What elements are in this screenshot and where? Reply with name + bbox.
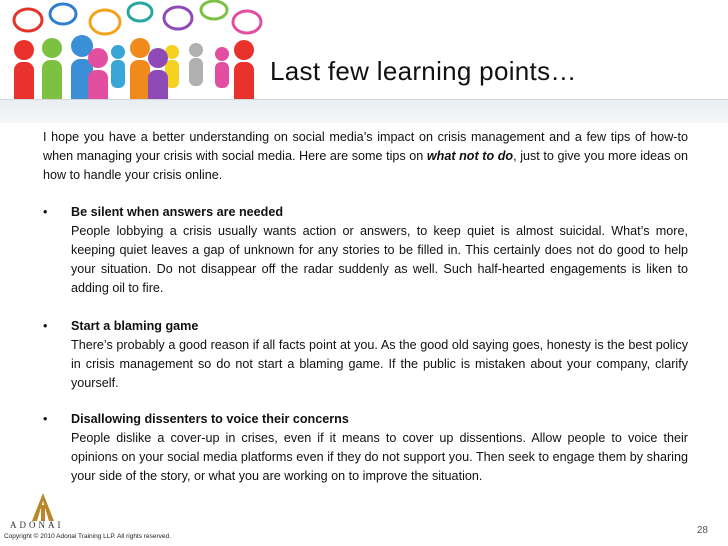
- point-body: People lobbying a crisis usually wants action or answers, to keep quiet is almost suicidal. What’s more, keeping quiet leaves a gap of unknown for any stories to be filled in. This certainly does not do good to help your situation. Do not disappear off the radar suddenly as well. Such half-hearted engagements is liken to adding oil to fire.: [71, 224, 688, 295]
- copyright-text: Copyright © 2010 Adonai Training LLP. All rights reserved.: [4, 533, 171, 540]
- intro-paragraph: [43, 128, 688, 185]
- point-body: People dislike a cover-up in crises, even if it means to cover up dissentions. Allow people to voice their opinions on your social media platforms even if they do not support you. Then seek to engage them by sharing your side of the story, or what you are working on to improve the situation.: [71, 431, 688, 483]
- title-bar: [0, 99, 728, 123]
- bullet: •: [43, 412, 48, 426]
- point-body: There’s probably a good reason if all facts point at you. As the good old saying goes, honesty is the best policy in crisis management so do not start a blaming game. If the public is mistaken about your company, clarify yourself.: [71, 338, 688, 390]
- point-title: Be silent when answers are needed: [71, 205, 284, 219]
- intro-text-after: , just to give you more ideas on how to handle your crisis online.: [43, 149, 688, 182]
- bullet: •: [43, 205, 48, 219]
- bullet: •: [43, 319, 48, 333]
- brand-name: ADONAI: [10, 520, 64, 530]
- intro-text-before: I hope you have a better understanding on social media’s impact on crisis management and a few tips of how-to when managing your crisis with social media. Here are some tips on: [43, 130, 688, 163]
- page-title: Last few learning points…: [270, 56, 577, 86]
- page-number: 28: [696, 525, 708, 536]
- intro-emphasis: what not to do: [426, 149, 514, 163]
- point-title: Disallowing dissenters to voice their concerns: [71, 412, 349, 426]
- point-title: Start a blaming game: [71, 319, 199, 333]
